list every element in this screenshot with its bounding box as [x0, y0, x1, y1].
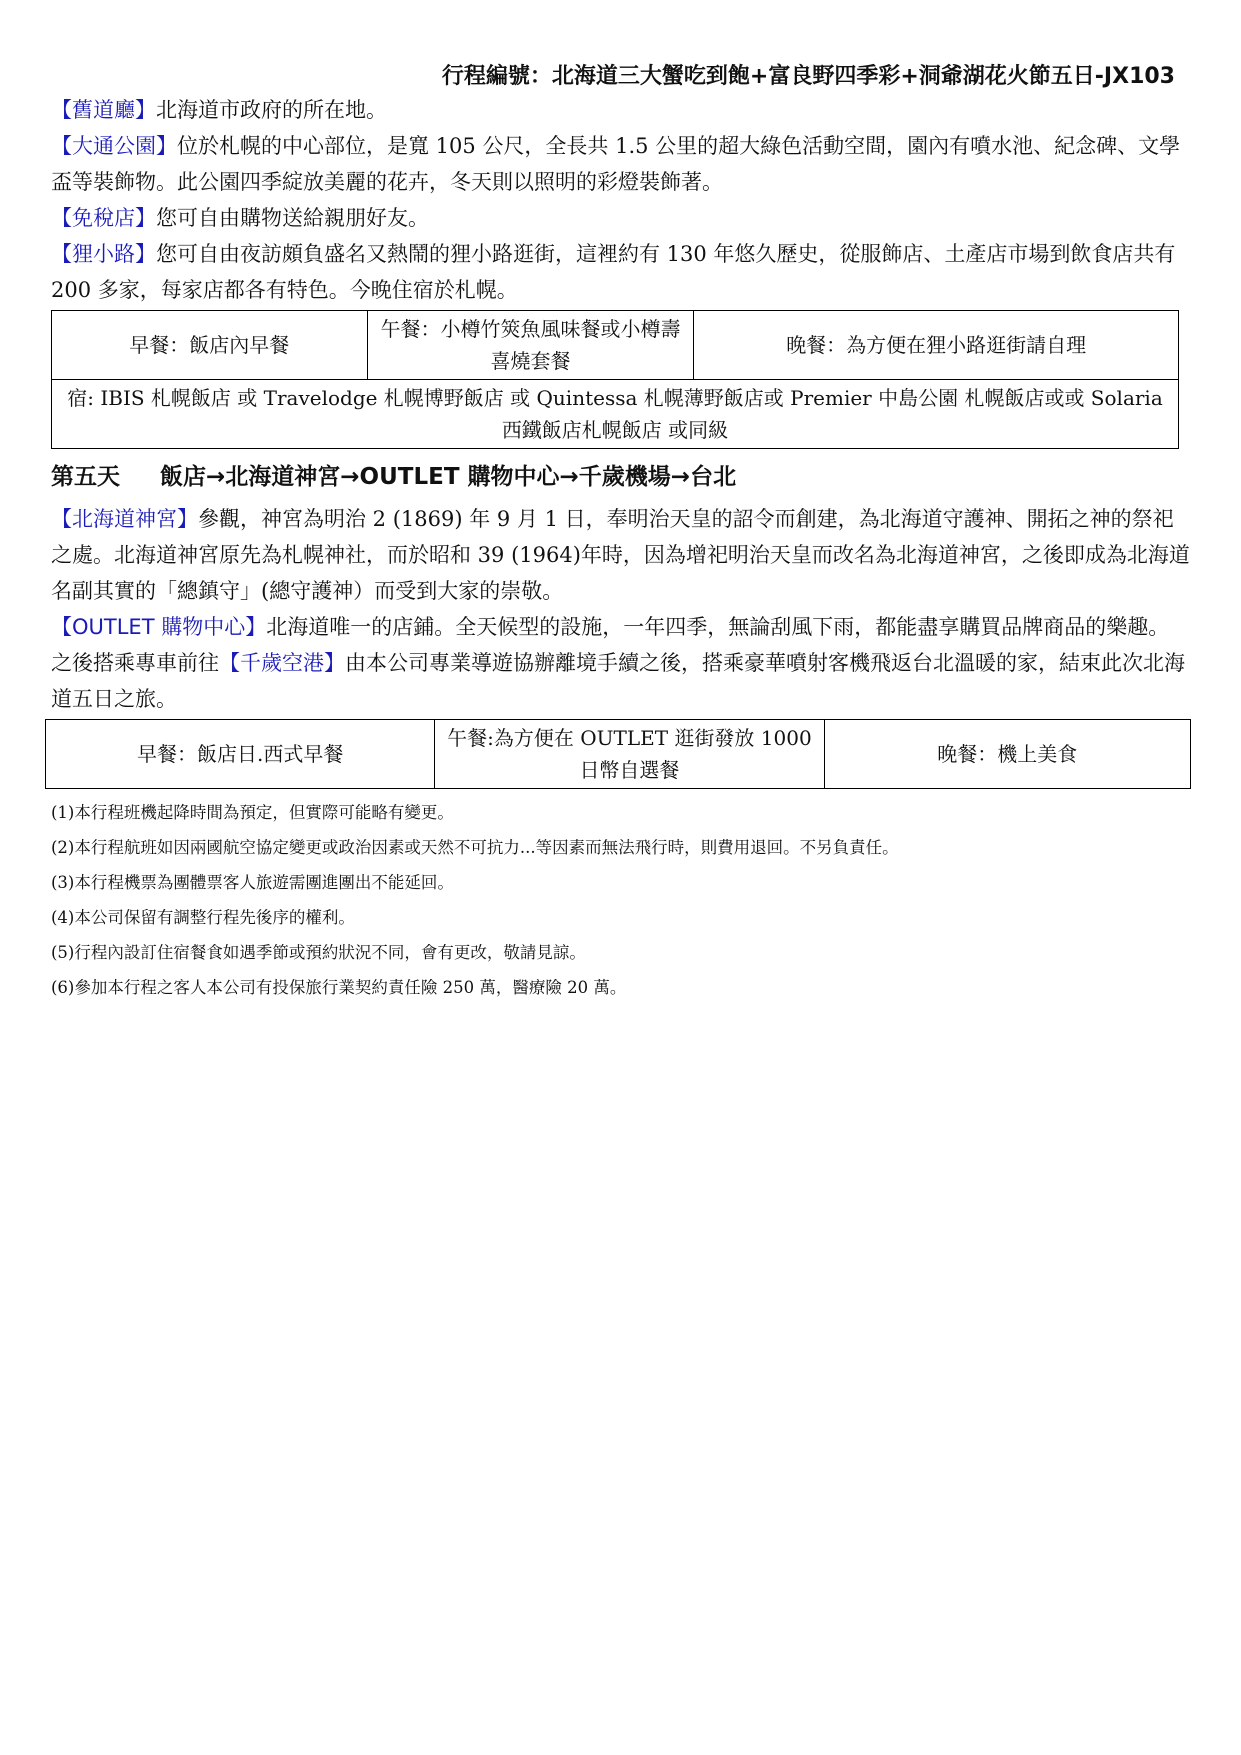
item-hokkaido-shrine: [51, 501, 1191, 609]
item-text: 位於札幌的中心部位，是寬 105 公尺，全長共 1.5 公里的超大綠色活動空間，園內有噴水池、紀念碑、文學盃等裝飾物。此公園四季綻放美麗的花卉，冬天則以照明的彩燈裝飾著。: [51, 134, 1181, 194]
item-text: 北海道唯一的店鋪。全天候型的設施，一年四季，無論刮風下雨，都能盡享購買品牌商品的樂趣。: [266, 615, 1170, 639]
note-item: (6)參加本行程之客人本公司有投保旅行業契約責任險 250 萬，醫療險 20 萬。: [51, 978, 627, 997]
notes-list: [51, 795, 1191, 1005]
lunch-cell: 午餐:為方便在 OUTLET 逛街發放 1000 日幣自選餐: [435, 720, 824, 789]
day5-heading: [51, 457, 1191, 497]
breakfast-cell: 早餐：飯店日.西式早餐: [46, 720, 435, 789]
note-item: (4)本公司保留有調整行程先後序的權利。: [51, 908, 355, 927]
dinner-cell: 晚餐：為方便在狸小路逛街請自理: [694, 311, 1179, 380]
item-pre-text: 之後搭乘專車前往: [51, 651, 219, 675]
note-item: (2)本行程航班如因兩國航空協定變更或政治因素或天然不可抗力...等因素而無法飛行時，則費用退回。不另負責任。: [51, 838, 899, 857]
item-text: 北海道市政府的所在地。: [156, 98, 387, 122]
item-tag: 【千歲空港】: [219, 651, 345, 675]
note-item: (5)行程內設訂住宿餐食如遇季節或預約狀況不同，會有更改，敬請見諒。: [51, 943, 586, 962]
item-text: 您可自由購物送給親朋好友。: [156, 206, 429, 230]
item-tag: 【狸小路】: [51, 242, 156, 266]
item-text: 參觀，神宮為明治 2 (1869) 年 9 月 1 日，奉明治天皇的詔令而創建，為北海道守護神、開拓之神的祭祀之處。北海道神宮原先為札幌神社，而於昭和 39 (1964)年時，因為增祀明治天皇而改名為北海道神宮，之後即成為北海道名副其實的「總鎮守」(總守護神）而受到大家的崇敬。: [51, 507, 1190, 603]
item-text: 您可自由夜訪頗負盛名又熱鬧的狸小路逛街，這裡約有 130 年悠久歷史，從服飾店、土產店市場到飲食店共有 200 多家，每家店都各有特色。今晚住宿於札幌。: [51, 242, 1176, 302]
item-duty-free-shop: [51, 200, 1191, 236]
itinerary-page: [51, 62, 1191, 1005]
dinner-cell: 晚餐：機上美食: [824, 720, 1190, 789]
day-route: 飯店→北海道神宮→OUTLET 購物中心→千歲機場→台北: [160, 464, 737, 490]
item-tag: 【北海道神宮】: [51, 507, 198, 531]
item-old-government-office: [51, 92, 1191, 128]
note-item: (3)本行程機票為團體票客人旅遊需團進團出不能延回。: [51, 873, 454, 892]
item-odori-park: [51, 128, 1191, 200]
breakfast-cell: 早餐：飯店內早餐: [52, 311, 368, 380]
item-tag: 【免稅店】: [51, 206, 156, 230]
item-chitose-airport: [51, 645, 1191, 717]
note-item: (1)本行程班機起降時間為預定，但實際可能略有變更。: [51, 803, 454, 822]
item-outlet-mall: [51, 609, 1191, 645]
hotel-cell: 宿: IBIS 札幌飯店 或 Travelodge 札幌博野飯店 或 Quintessa 札幌薄野飯店或 Premier 中島公園 札幌飯店或或 Solaria 西鐵飯店札幌飯店 或同級: [52, 380, 1179, 449]
day-label: 第五天: [51, 464, 120, 490]
item-tag: 【舊道廳】: [51, 98, 156, 122]
itinerary-code-title: 行程編號：北海道三大蟹吃到飽+富良野四季彩+洞爺湖花火節五日-JX103: [441, 64, 1175, 89]
day4-meal-table: [51, 310, 1179, 449]
item-text: 由本公司專業導遊協辦離境手續之後，搭乘豪華噴射客機飛返台北溫暖的家，結束此次北海道五日之旅。: [51, 651, 1185, 711]
item-tanukikoji: [51, 236, 1191, 308]
lunch-cell: 午餐：小樽竹筴魚風味餐或小樽壽喜燒套餐: [367, 311, 694, 380]
item-tag: 【OUTLET 購物中心】: [51, 615, 267, 639]
day5-meal-table: [45, 719, 1191, 789]
item-tag: 【大通公園】: [51, 134, 177, 158]
